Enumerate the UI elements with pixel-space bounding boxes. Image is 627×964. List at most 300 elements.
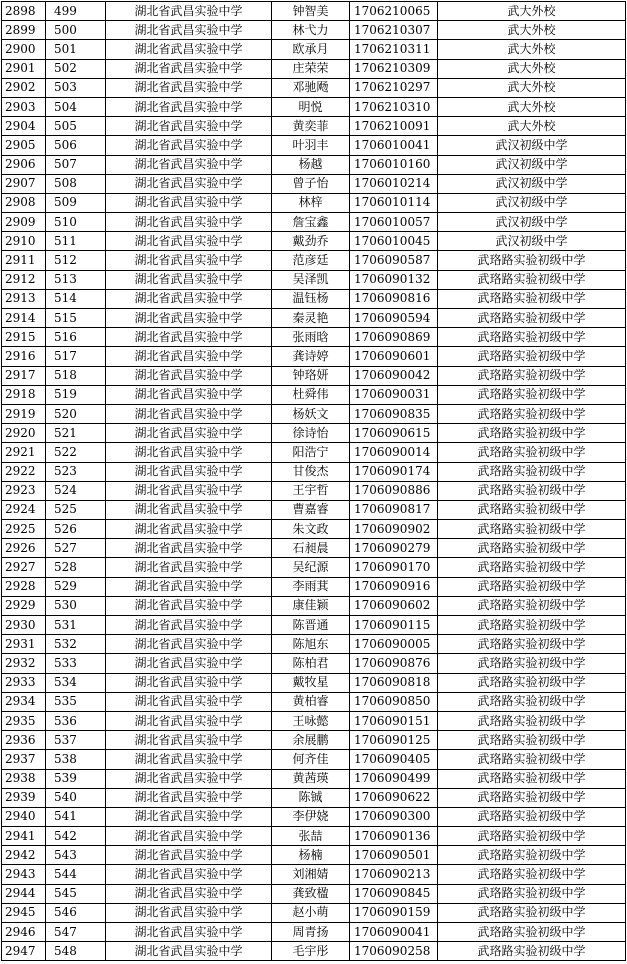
student-name-cell: 石昶晨: [272, 539, 350, 558]
student-name-cell: 钟智美: [272, 2, 350, 21]
exam-id-cell: 1706090499: [350, 769, 438, 788]
admitted-school-cell: 湖北省武昌实验中学: [106, 289, 272, 308]
school-rank-cell: 500: [46, 21, 106, 40]
student-name-cell: 余展鹏: [272, 731, 350, 750]
overall-rank-cell: 2944: [2, 884, 46, 903]
table-row: [2, 21, 626, 40]
school-rank-cell: 536: [46, 711, 106, 730]
student-name-cell: 刘湘婧: [272, 865, 350, 884]
admitted-school-cell: 湖北省武昌实验中学: [106, 174, 272, 193]
table-row: [2, 59, 626, 78]
overall-rank-cell: 2903: [2, 97, 46, 116]
overall-rank-cell: 2931: [2, 635, 46, 654]
origin-school-cell: 武珞路实验初级中学: [438, 289, 626, 308]
school-rank-cell: 532: [46, 635, 106, 654]
admitted-school-cell: 湖北省武昌实验中学: [106, 309, 272, 328]
student-name-cell: 黄茜瑛: [272, 769, 350, 788]
origin-school-cell: 武汉初级中学: [438, 232, 626, 251]
school-rank-cell: 539: [46, 769, 106, 788]
table-row: [2, 692, 626, 711]
student-name-cell: 叶羽丰: [272, 136, 350, 155]
overall-rank-cell: 2927: [2, 558, 46, 577]
admitted-school-cell: 湖北省武昌实验中学: [106, 213, 272, 232]
overall-rank-cell: 2922: [2, 462, 46, 481]
exam-id-cell: 1706090300: [350, 807, 438, 826]
admitted-school-cell: 湖北省武昌实验中学: [106, 443, 272, 462]
exam-id-cell: 1706090816: [350, 289, 438, 308]
admitted-school-cell: 湖北省武昌实验中学: [106, 673, 272, 692]
table-row: [2, 328, 626, 347]
origin-school-cell: 武汉初级中学: [438, 136, 626, 155]
exam-id-cell: 1706090042: [350, 366, 438, 385]
exam-id-cell: 1706090886: [350, 481, 438, 500]
origin-school-cell: 武珞路实验初级中学: [438, 577, 626, 596]
overall-rank-cell: 2939: [2, 788, 46, 807]
table-row: [2, 520, 626, 539]
exam-id-cell: 1706090601: [350, 347, 438, 366]
student-name-cell: 吴泽凯: [272, 270, 350, 289]
origin-school-cell: 武珞路实验初级中学: [438, 558, 626, 577]
origin-school-cell: 武珞路实验初级中学: [438, 654, 626, 673]
table-row: [2, 711, 626, 730]
student-name-cell: 曹嘉睿: [272, 500, 350, 519]
origin-school-cell: 武珞路实验初级中学: [438, 711, 626, 730]
admitted-school-cell: 湖北省武昌实验中学: [106, 78, 272, 97]
admitted-school-cell: 湖北省武昌实验中学: [106, 903, 272, 922]
exam-id-cell: 1706090136: [350, 827, 438, 846]
table-row: [2, 193, 626, 212]
table-row: [2, 155, 626, 174]
table-row: [2, 500, 626, 519]
overall-rank-cell: 2910: [2, 232, 46, 251]
origin-school-cell: 武珞路实验初级中学: [438, 347, 626, 366]
exam-id-cell: 1706010114: [350, 193, 438, 212]
student-name-cell: 杨越: [272, 155, 350, 174]
admitted-school-cell: 湖北省武昌实验中学: [106, 232, 272, 251]
student-name-cell: 张雨晗: [272, 328, 350, 347]
origin-school-cell: 武珞路实验初级中学: [438, 731, 626, 750]
admitted-school-cell: 湖北省武昌实验中学: [106, 424, 272, 443]
origin-school-cell: 武大外校: [438, 59, 626, 78]
origin-school-cell: 武大外校: [438, 117, 626, 136]
student-name-cell: 周青扬: [272, 923, 350, 942]
student-name-cell: 钟珞妍: [272, 366, 350, 385]
exam-id-cell: 1706090174: [350, 462, 438, 481]
student-name-cell: 秦灵艳: [272, 309, 350, 328]
school-rank-cell: 517: [46, 347, 106, 366]
student-name-cell: 曾子怡: [272, 174, 350, 193]
origin-school-cell: 武珞路实验初级中学: [438, 673, 626, 692]
exam-id-cell: 1706090817: [350, 500, 438, 519]
origin-school-cell: 武珞路实验初级中学: [438, 328, 626, 347]
overall-rank-cell: 2916: [2, 347, 46, 366]
table-row: [2, 404, 626, 423]
overall-rank-cell: 2941: [2, 827, 46, 846]
admitted-school-cell: 湖北省武昌实验中学: [106, 942, 272, 961]
exam-id-cell: 1706210311: [350, 40, 438, 59]
table-row: [2, 462, 626, 481]
admitted-school-cell: 湖北省武昌实验中学: [106, 596, 272, 615]
origin-school-cell: 武珞路实验初级中学: [438, 385, 626, 404]
exam-id-cell: 1706010045: [350, 232, 438, 251]
exam-id-cell: 1706090602: [350, 596, 438, 615]
overall-rank-cell: 2907: [2, 174, 46, 193]
school-rank-cell: 537: [46, 731, 106, 750]
school-rank-cell: 529: [46, 577, 106, 596]
school-rank-cell: 546: [46, 903, 106, 922]
school-rank-cell: 522: [46, 443, 106, 462]
table-row: [2, 903, 626, 922]
overall-rank-cell: 2930: [2, 616, 46, 635]
table-row: [2, 2, 626, 21]
student-name-cell: 王宇哲: [272, 481, 350, 500]
table-row: [2, 846, 626, 865]
school-rank-cell: 548: [46, 942, 106, 961]
origin-school-cell: 武珞路实验初级中学: [438, 404, 626, 423]
origin-school-cell: 武珞路实验初级中学: [438, 903, 626, 922]
origin-school-cell: 武珞路实验初级中学: [438, 884, 626, 903]
admitted-school-cell: 湖北省武昌实验中学: [106, 846, 272, 865]
student-name-cell: 龚致楹: [272, 884, 350, 903]
exam-id-cell: 1706210091: [350, 117, 438, 136]
exam-id-cell: 1706010160: [350, 155, 438, 174]
student-name-cell: 明悦: [272, 97, 350, 116]
table-row: [2, 270, 626, 289]
exam-id-cell: 1706090031: [350, 385, 438, 404]
school-rank-cell: 543: [46, 846, 106, 865]
origin-school-cell: 武珞路实验初级中学: [438, 462, 626, 481]
admitted-school-cell: 湖北省武昌实验中学: [106, 136, 272, 155]
exam-id-cell: 1706090850: [350, 692, 438, 711]
admitted-school-cell: 湖北省武昌实验中学: [106, 366, 272, 385]
origin-school-cell: 武珞路实验初级中学: [438, 443, 626, 462]
student-name-cell: 康佳颖: [272, 596, 350, 615]
school-rank-cell: 504: [46, 97, 106, 116]
exam-id-cell: 1706090151: [350, 711, 438, 730]
origin-school-cell: 武珞路实验初级中学: [438, 309, 626, 328]
table-row: [2, 347, 626, 366]
student-name-cell: 陈铖: [272, 788, 350, 807]
origin-school-cell: 武大外校: [438, 78, 626, 97]
student-name-cell: 王咏懿: [272, 711, 350, 730]
student-name-cell: 李雨萁: [272, 577, 350, 596]
school-rank-cell: 538: [46, 750, 106, 769]
school-rank-cell: 502: [46, 59, 106, 78]
table-row: [2, 385, 626, 404]
student-name-cell: 杨楠: [272, 846, 350, 865]
exam-id-cell: 1706090258: [350, 942, 438, 961]
exam-id-cell: 1706090279: [350, 539, 438, 558]
school-rank-cell: 525: [46, 500, 106, 519]
admitted-school-cell: 湖北省武昌实验中学: [106, 155, 272, 174]
student-name-cell: 陈旭东: [272, 635, 350, 654]
overall-rank-cell: 2943: [2, 865, 46, 884]
admitted-school-cell: 湖北省武昌实验中学: [106, 481, 272, 500]
school-rank-cell: 519: [46, 385, 106, 404]
school-rank-cell: 507: [46, 155, 106, 174]
overall-rank-cell: 2904: [2, 117, 46, 136]
school-rank-cell: 545: [46, 884, 106, 903]
exam-id-cell: 1706090005: [350, 635, 438, 654]
student-name-cell: 黄柏睿: [272, 692, 350, 711]
exam-id-cell: 1706090170: [350, 558, 438, 577]
overall-rank-cell: 2902: [2, 78, 46, 97]
table-row: [2, 443, 626, 462]
table-row: [2, 539, 626, 558]
origin-school-cell: 武珞路实验初级中学: [438, 788, 626, 807]
table-row: [2, 865, 626, 884]
school-rank-cell: 531: [46, 616, 106, 635]
exam-id-cell: 1706010057: [350, 213, 438, 232]
origin-school-cell: 武珞路实验初级中学: [438, 251, 626, 270]
admitted-school-cell: 湖北省武昌实验中学: [106, 616, 272, 635]
overall-rank-cell: 2912: [2, 270, 46, 289]
overall-rank-cell: 2937: [2, 750, 46, 769]
school-rank-cell: 526: [46, 520, 106, 539]
school-rank-cell: 547: [46, 923, 106, 942]
school-rank-cell: 505: [46, 117, 106, 136]
student-name-cell: 邓驰飏: [272, 78, 350, 97]
exam-id-cell: 1706090125: [350, 731, 438, 750]
school-rank-cell: 499: [46, 2, 106, 21]
student-name-cell: 陈晋通: [272, 616, 350, 635]
admitted-school-cell: 湖北省武昌实验中学: [106, 117, 272, 136]
table-row: [2, 97, 626, 116]
admitted-school-cell: 湖北省武昌实验中学: [106, 711, 272, 730]
overall-rank-cell: 2934: [2, 692, 46, 711]
school-rank-cell: 515: [46, 309, 106, 328]
exam-id-cell: 1706090916: [350, 577, 438, 596]
exam-id-cell: 1706210307: [350, 21, 438, 40]
origin-school-cell: 武珞路实验初级中学: [438, 520, 626, 539]
school-rank-cell: 541: [46, 807, 106, 826]
table-row: [2, 750, 626, 769]
exam-id-cell: 1706010214: [350, 174, 438, 193]
admitted-school-cell: 湖北省武昌实验中学: [106, 692, 272, 711]
overall-rank-cell: 2932: [2, 654, 46, 673]
table-row: [2, 616, 626, 635]
table-row: [2, 596, 626, 615]
school-rank-cell: 534: [46, 673, 106, 692]
school-rank-cell: 544: [46, 865, 106, 884]
overall-rank-cell: 2924: [2, 500, 46, 519]
exam-id-cell: 1706090213: [350, 865, 438, 884]
table-row: [2, 213, 626, 232]
origin-school-cell: 武汉初级中学: [438, 193, 626, 212]
table-row: [2, 942, 626, 961]
origin-school-cell: 武珞路实验初级中学: [438, 635, 626, 654]
origin-school-cell: 武大外校: [438, 97, 626, 116]
overall-rank-cell: 2936: [2, 731, 46, 750]
overall-rank-cell: 2947: [2, 942, 46, 961]
admitted-school-cell: 湖北省武昌实验中学: [106, 40, 272, 59]
exam-id-cell: 1706090615: [350, 424, 438, 443]
overall-rank-cell: 2925: [2, 520, 46, 539]
student-name-cell: 甘俊杰: [272, 462, 350, 481]
origin-school-cell: 武珞路实验初级中学: [438, 500, 626, 519]
overall-rank-cell: 2933: [2, 673, 46, 692]
table-row: [2, 654, 626, 673]
student-name-cell: 詹宝鑫: [272, 213, 350, 232]
table-row: [2, 769, 626, 788]
table-row: [2, 827, 626, 846]
admitted-school-cell: 湖北省武昌实验中学: [106, 251, 272, 270]
overall-rank-cell: 2908: [2, 193, 46, 212]
school-rank-cell: 542: [46, 827, 106, 846]
table-row: [2, 807, 626, 826]
exam-id-cell: 1706090159: [350, 903, 438, 922]
origin-school-cell: 武珞路实验初级中学: [438, 596, 626, 615]
exam-id-cell: 1706210297: [350, 78, 438, 97]
origin-school-cell: 武珞路实验初级中学: [438, 750, 626, 769]
school-rank-cell: 510: [46, 213, 106, 232]
admission-list-table: [1, 1, 626, 961]
table-body: [2, 2, 626, 961]
student-name-cell: 黄奕菲: [272, 117, 350, 136]
exam-id-cell: 1706090132: [350, 270, 438, 289]
origin-school-cell: 武珞路实验初级中学: [438, 616, 626, 635]
school-rank-cell: 503: [46, 78, 106, 97]
admitted-school-cell: 湖北省武昌实验中学: [106, 807, 272, 826]
overall-rank-cell: 2915: [2, 328, 46, 347]
student-name-cell: 林梓: [272, 193, 350, 212]
overall-rank-cell: 2898: [2, 2, 46, 21]
overall-rank-cell: 2940: [2, 807, 46, 826]
admitted-school-cell: 湖北省武昌实验中学: [106, 385, 272, 404]
admitted-school-cell: 湖北省武昌实验中学: [106, 635, 272, 654]
exam-id-cell: 1706090835: [350, 404, 438, 423]
student-name-cell: 吴纪源: [272, 558, 350, 577]
exam-id-cell: 1706090594: [350, 309, 438, 328]
school-rank-cell: 509: [46, 193, 106, 212]
overall-rank-cell: 2905: [2, 136, 46, 155]
admitted-school-cell: 湖北省武昌实验中学: [106, 520, 272, 539]
school-rank-cell: 516: [46, 328, 106, 347]
admitted-school-cell: 湖北省武昌实验中学: [106, 21, 272, 40]
overall-rank-cell: 2920: [2, 424, 46, 443]
student-name-cell: 戴牧星: [272, 673, 350, 692]
student-name-cell: 陈柏君: [272, 654, 350, 673]
origin-school-cell: 武珞路实验初级中学: [438, 366, 626, 385]
student-name-cell: 温钰杨: [272, 289, 350, 308]
table-row: [2, 289, 626, 308]
admitted-school-cell: 湖北省武昌实验中学: [106, 731, 272, 750]
origin-school-cell: 武珞路实验初级中学: [438, 865, 626, 884]
overall-rank-cell: 2917: [2, 366, 46, 385]
exam-id-cell: 1706090869: [350, 328, 438, 347]
admitted-school-cell: 湖北省武昌实验中学: [106, 884, 272, 903]
overall-rank-cell: 2935: [2, 711, 46, 730]
overall-rank-cell: 2914: [2, 309, 46, 328]
school-rank-cell: 501: [46, 40, 106, 59]
table-row: [2, 40, 626, 59]
admitted-school-cell: 湖北省武昌实验中学: [106, 558, 272, 577]
admitted-school-cell: 湖北省武昌实验中学: [106, 347, 272, 366]
exam-id-cell: 1706090405: [350, 750, 438, 769]
overall-rank-cell: 2945: [2, 903, 46, 922]
origin-school-cell: 武珞路实验初级中学: [438, 942, 626, 961]
school-rank-cell: 523: [46, 462, 106, 481]
overall-rank-cell: 2923: [2, 481, 46, 500]
table-row: [2, 78, 626, 97]
exam-id-cell: 1706090622: [350, 788, 438, 807]
admitted-school-cell: 湖北省武昌实验中学: [106, 193, 272, 212]
table-row: [2, 577, 626, 596]
student-name-cell: 龚诗婷: [272, 347, 350, 366]
overall-rank-cell: 2901: [2, 59, 46, 78]
admitted-school-cell: 湖北省武昌实验中学: [106, 328, 272, 347]
admitted-school-cell: 湖北省武昌实验中学: [106, 462, 272, 481]
school-rank-cell: 520: [46, 404, 106, 423]
admitted-school-cell: 湖北省武昌实验中学: [106, 577, 272, 596]
exam-id-cell: 1706210309: [350, 59, 438, 78]
table-row: [2, 673, 626, 692]
admitted-school-cell: 湖北省武昌实验中学: [106, 2, 272, 21]
student-name-cell: 毛宇彤: [272, 942, 350, 961]
admitted-school-cell: 湖北省武昌实验中学: [106, 59, 272, 78]
origin-school-cell: 武珞路实验初级中学: [438, 846, 626, 865]
overall-rank-cell: 2928: [2, 577, 46, 596]
origin-school-cell: 武珞路实验初级中学: [438, 769, 626, 788]
school-rank-cell: 533: [46, 654, 106, 673]
admitted-school-cell: 湖北省武昌实验中学: [106, 769, 272, 788]
table-row: [2, 309, 626, 328]
exam-id-cell: 1706010041: [350, 136, 438, 155]
exam-id-cell: 1706090845: [350, 884, 438, 903]
overall-rank-cell: 2946: [2, 923, 46, 942]
table-row: [2, 366, 626, 385]
exam-id-cell: 1706210310: [350, 97, 438, 116]
table-row: [2, 884, 626, 903]
school-rank-cell: 527: [46, 539, 106, 558]
school-rank-cell: 521: [46, 424, 106, 443]
student-name-cell: 何齐佳: [272, 750, 350, 769]
table-row: [2, 731, 626, 750]
overall-rank-cell: 2926: [2, 539, 46, 558]
origin-school-cell: 武珞路实验初级中学: [438, 807, 626, 826]
origin-school-cell: 武汉初级中学: [438, 174, 626, 193]
school-rank-cell: 528: [46, 558, 106, 577]
student-name-cell: 朱文政: [272, 520, 350, 539]
origin-school-cell: 武珞路实验初级中学: [438, 424, 626, 443]
school-rank-cell: 514: [46, 289, 106, 308]
overall-rank-cell: 2906: [2, 155, 46, 174]
admitted-school-cell: 湖北省武昌实验中学: [106, 270, 272, 289]
admitted-school-cell: 湖北省武昌实验中学: [106, 97, 272, 116]
table-row: [2, 174, 626, 193]
overall-rank-cell: 2900: [2, 40, 46, 59]
origin-school-cell: 武珞路实验初级中学: [438, 827, 626, 846]
school-rank-cell: 524: [46, 481, 106, 500]
overall-rank-cell: 2913: [2, 289, 46, 308]
student-name-cell: 李伊娆: [272, 807, 350, 826]
student-name-cell: 戴劲乔: [272, 232, 350, 251]
overall-rank-cell: 2929: [2, 596, 46, 615]
table-row: [2, 923, 626, 942]
table-row: [2, 635, 626, 654]
student-name-cell: 张喆: [272, 827, 350, 846]
admitted-school-cell: 湖北省武昌实验中学: [106, 865, 272, 884]
student-name-cell: 杨妖文: [272, 404, 350, 423]
exam-id-cell: 1706090876: [350, 654, 438, 673]
school-rank-cell: 540: [46, 788, 106, 807]
exam-id-cell: 1706090014: [350, 443, 438, 462]
school-rank-cell: 535: [46, 692, 106, 711]
school-rank-cell: 518: [46, 366, 106, 385]
origin-school-cell: 武珞路实验初级中学: [438, 692, 626, 711]
student-name-cell: 庄荣荣: [272, 59, 350, 78]
overall-rank-cell: 2942: [2, 846, 46, 865]
